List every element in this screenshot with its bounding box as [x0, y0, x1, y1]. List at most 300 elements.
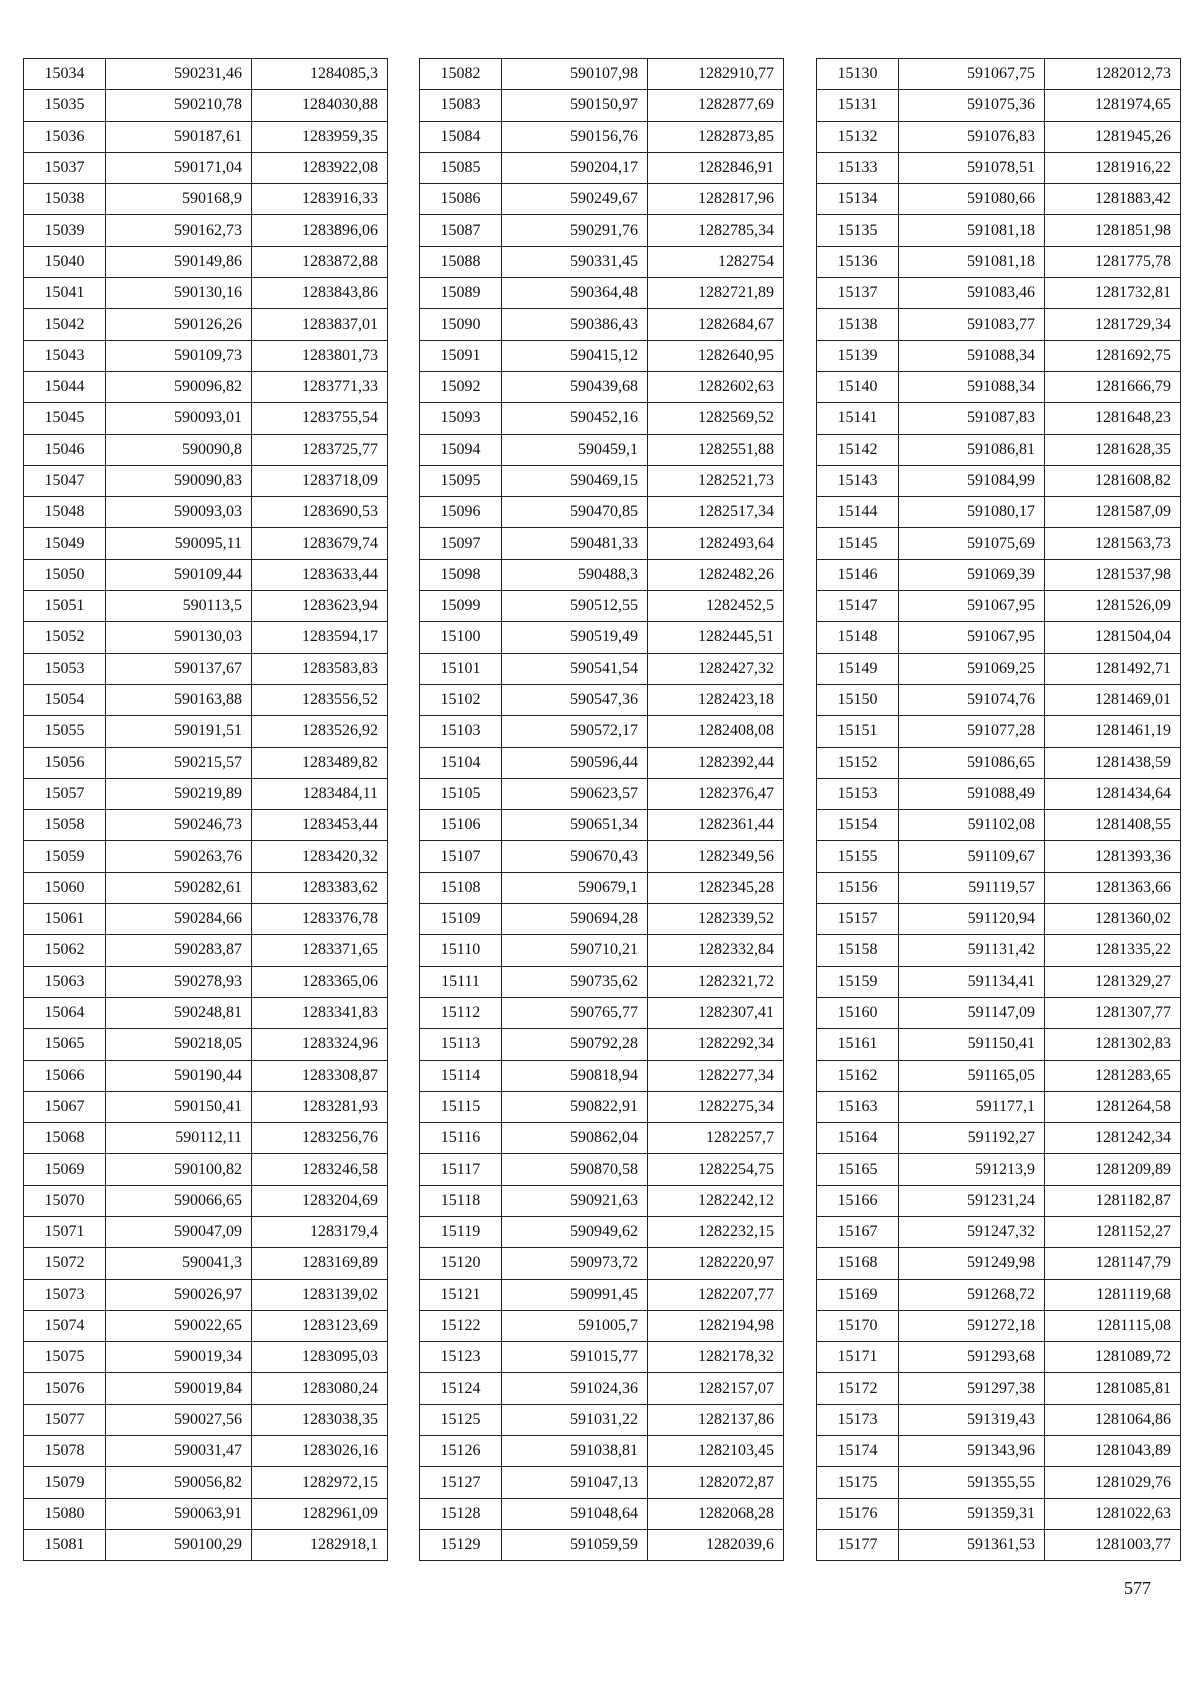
- y-coordinate-cell: 1281587,09: [1045, 497, 1181, 528]
- point-number-cell: 15169: [817, 1279, 899, 1310]
- y-coordinate-cell: 1282349,56: [648, 841, 784, 872]
- y-coordinate-cell: 1282361,44: [648, 810, 784, 841]
- table-row: [420, 434, 784, 465]
- point-number-cell: 15043: [24, 340, 106, 371]
- point-number-cell: 15034: [24, 59, 106, 90]
- y-coordinate-cell: 1283026,16: [252, 1436, 388, 1467]
- x-coordinate-cell: 590249,67: [502, 184, 648, 215]
- y-coordinate-cell: 1283324,96: [252, 1029, 388, 1060]
- point-number-cell: 15166: [817, 1185, 899, 1216]
- y-coordinate-cell: 1281775,78: [1045, 246, 1181, 277]
- table-row: [24, 246, 388, 277]
- y-coordinate-cell: 1282521,73: [648, 465, 784, 496]
- point-number-cell: 15164: [817, 1123, 899, 1154]
- point-number-cell: 15136: [817, 246, 899, 277]
- y-coordinate-cell: 1282877,69: [648, 90, 784, 121]
- table-row: [420, 371, 784, 402]
- table-row: [420, 1216, 784, 1247]
- point-number-cell: 15177: [817, 1529, 899, 1560]
- x-coordinate-cell: 590041,3: [106, 1248, 252, 1279]
- x-coordinate-cell: 590870,58: [502, 1154, 648, 1185]
- point-number-cell: 15068: [24, 1123, 106, 1154]
- y-coordinate-cell: 1282254,75: [648, 1154, 784, 1185]
- point-number-cell: 15044: [24, 371, 106, 402]
- x-coordinate-cell: 590109,44: [106, 559, 252, 590]
- table-row: [420, 497, 784, 528]
- table-row: [24, 403, 388, 434]
- point-number-cell: 15091: [420, 340, 502, 371]
- y-coordinate-cell: 1282551,88: [648, 434, 784, 465]
- table-row: [817, 778, 1181, 809]
- x-coordinate-cell: 590818,94: [502, 1060, 648, 1091]
- point-number-cell: 15056: [24, 747, 106, 778]
- y-coordinate-cell: 1281064,86: [1045, 1404, 1181, 1435]
- y-coordinate-cell: 1283583,83: [252, 653, 388, 684]
- y-coordinate-cell: 1281242,34: [1045, 1123, 1181, 1154]
- table-row: [24, 997, 388, 1028]
- point-number-cell: 15135: [817, 215, 899, 246]
- x-coordinate-cell: 590284,66: [106, 904, 252, 935]
- y-coordinate-cell: 1282321,72: [648, 966, 784, 997]
- y-coordinate-cell: 1283420,32: [252, 841, 388, 872]
- x-coordinate-cell: 590066,65: [106, 1185, 252, 1216]
- y-coordinate-cell: 1283308,87: [252, 1060, 388, 1091]
- point-number-cell: 15130: [817, 59, 899, 90]
- y-coordinate-cell: 1281537,98: [1045, 559, 1181, 590]
- y-coordinate-cell: 1281526,09: [1045, 591, 1181, 622]
- point-number-cell: 15039: [24, 215, 106, 246]
- y-coordinate-cell: 1282103,45: [648, 1436, 784, 1467]
- table-row: [420, 215, 784, 246]
- x-coordinate-cell: 590572,17: [502, 716, 648, 747]
- y-coordinate-cell: 1282232,15: [648, 1216, 784, 1247]
- point-number-cell: 15141: [817, 403, 899, 434]
- y-coordinate-cell: 1281469,01: [1045, 684, 1181, 715]
- y-coordinate-cell: 1281648,23: [1045, 403, 1181, 434]
- point-number-cell: 15143: [817, 465, 899, 496]
- x-coordinate-cell: 591192,27: [899, 1123, 1045, 1154]
- x-coordinate-cell: 590541,54: [502, 653, 648, 684]
- point-number-cell: 15168: [817, 1248, 899, 1279]
- table-row: [420, 997, 784, 1028]
- y-coordinate-cell: 1281329,27: [1045, 966, 1181, 997]
- x-coordinate-cell: 591319,43: [899, 1404, 1045, 1435]
- table-row: [817, 591, 1181, 622]
- point-number-cell: 15059: [24, 841, 106, 872]
- x-coordinate-cell: 591083,46: [899, 278, 1045, 309]
- y-coordinate-cell: 1281692,75: [1045, 340, 1181, 371]
- y-coordinate-cell: 1282332,84: [648, 935, 784, 966]
- point-number-cell: 15157: [817, 904, 899, 935]
- y-coordinate-cell: 1281461,19: [1045, 716, 1181, 747]
- point-number-cell: 15163: [817, 1091, 899, 1122]
- table-row: [420, 121, 784, 152]
- point-number-cell: 15064: [24, 997, 106, 1028]
- table-row: [24, 1529, 388, 1560]
- point-number-cell: 15161: [817, 1029, 899, 1060]
- x-coordinate-cell: 591088,34: [899, 340, 1045, 371]
- point-number-cell: 15156: [817, 872, 899, 903]
- x-coordinate-cell: 590973,72: [502, 1248, 648, 1279]
- y-coordinate-cell: 1281085,81: [1045, 1373, 1181, 1404]
- y-coordinate-cell: 1283123,69: [252, 1310, 388, 1341]
- point-number-cell: 15048: [24, 497, 106, 528]
- x-coordinate-cell: 590278,93: [106, 966, 252, 997]
- x-coordinate-cell: 591077,28: [899, 716, 1045, 747]
- point-number-cell: 15170: [817, 1310, 899, 1341]
- x-coordinate-cell: 590150,97: [502, 90, 648, 121]
- table-row: [420, 152, 784, 183]
- y-coordinate-cell: 1282257,7: [648, 1123, 784, 1154]
- table-row: [24, 810, 388, 841]
- table-row: [24, 90, 388, 121]
- table-row: [24, 152, 388, 183]
- x-coordinate-cell: 591268,72: [899, 1279, 1045, 1310]
- point-number-cell: 15116: [420, 1123, 502, 1154]
- y-coordinate-cell: 1281851,98: [1045, 215, 1181, 246]
- point-number-cell: 15075: [24, 1342, 106, 1373]
- x-coordinate-cell: 590112,11: [106, 1123, 252, 1154]
- point-number-cell: 15120: [420, 1248, 502, 1279]
- x-coordinate-cell: 590670,43: [502, 841, 648, 872]
- point-number-cell: 15070: [24, 1185, 106, 1216]
- x-coordinate-cell: 591086,81: [899, 434, 1045, 465]
- y-coordinate-cell: 1281152,27: [1045, 1216, 1181, 1247]
- x-coordinate-cell: 590190,44: [106, 1060, 252, 1091]
- point-number-cell: 15038: [24, 184, 106, 215]
- table-row: [817, 1185, 1181, 1216]
- table-row: [420, 1123, 784, 1154]
- point-number-cell: 15036: [24, 121, 106, 152]
- x-coordinate-cell: 591165,05: [899, 1060, 1045, 1091]
- y-coordinate-cell: 1282846,91: [648, 152, 784, 183]
- x-coordinate-cell: 590019,84: [106, 1373, 252, 1404]
- x-coordinate-cell: 591150,41: [899, 1029, 1045, 1060]
- table-row: [420, 1529, 784, 1560]
- point-number-cell: 15129: [420, 1529, 502, 1560]
- x-coordinate-cell: 591293,68: [899, 1342, 1045, 1373]
- table-row: [24, 1029, 388, 1060]
- x-coordinate-cell: 590162,73: [106, 215, 252, 246]
- y-coordinate-cell: 1281003,77: [1045, 1529, 1181, 1560]
- y-coordinate-cell: 1281029,76: [1045, 1467, 1181, 1498]
- y-coordinate-cell: 1282684,67: [648, 309, 784, 340]
- y-coordinate-cell: 1283453,44: [252, 810, 388, 841]
- x-coordinate-cell: 591067,95: [899, 622, 1045, 653]
- y-coordinate-cell: 1283755,54: [252, 403, 388, 434]
- x-coordinate-cell: 590765,77: [502, 997, 648, 1028]
- x-coordinate-cell: 591147,09: [899, 997, 1045, 1028]
- table-row: [817, 1310, 1181, 1341]
- y-coordinate-cell: 1284030,88: [252, 90, 388, 121]
- y-coordinate-cell: 1281628,35: [1045, 434, 1181, 465]
- y-coordinate-cell: 1281883,42: [1045, 184, 1181, 215]
- y-coordinate-cell: 1283922,08: [252, 152, 388, 183]
- point-number-cell: 15153: [817, 778, 899, 809]
- y-coordinate-cell: 1283383,62: [252, 872, 388, 903]
- x-coordinate-cell: 591131,42: [899, 935, 1045, 966]
- table-row: [420, 1467, 784, 1498]
- point-number-cell: 15052: [24, 622, 106, 653]
- point-number-cell: 15078: [24, 1436, 106, 1467]
- x-coordinate-cell: 590452,16: [502, 403, 648, 434]
- point-number-cell: 15102: [420, 684, 502, 715]
- x-coordinate-cell: 591343,96: [899, 1436, 1045, 1467]
- y-coordinate-cell: 1283139,02: [252, 1279, 388, 1310]
- y-coordinate-cell: 1282292,34: [648, 1029, 784, 1060]
- x-coordinate-cell: 590263,76: [106, 841, 252, 872]
- table-row: [420, 684, 784, 715]
- point-number-cell: 15151: [817, 716, 899, 747]
- table-row: [24, 184, 388, 215]
- x-coordinate-cell: 590171,04: [106, 152, 252, 183]
- point-number-cell: 15045: [24, 403, 106, 434]
- y-coordinate-cell: 1281209,89: [1045, 1154, 1181, 1185]
- y-coordinate-cell: 1282602,63: [648, 371, 784, 402]
- table-row: [817, 59, 1181, 90]
- y-coordinate-cell: 1281363,66: [1045, 872, 1181, 903]
- point-number-cell: 15042: [24, 309, 106, 340]
- table-row: [817, 1498, 1181, 1529]
- point-number-cell: 15126: [420, 1436, 502, 1467]
- table-row: [817, 1154, 1181, 1185]
- y-coordinate-cell: 1281408,55: [1045, 810, 1181, 841]
- x-coordinate-cell: 590481,33: [502, 528, 648, 559]
- table-row: [817, 684, 1181, 715]
- table-row: [24, 1342, 388, 1373]
- point-number-cell: 15175: [817, 1467, 899, 1498]
- table-row: [24, 904, 388, 935]
- y-coordinate-cell: 1282423,18: [648, 684, 784, 715]
- point-number-cell: 15165: [817, 1154, 899, 1185]
- point-number-cell: 15144: [817, 497, 899, 528]
- point-number-cell: 15061: [24, 904, 106, 935]
- table-row: [817, 465, 1181, 496]
- table-row: [817, 121, 1181, 152]
- table-row: [817, 622, 1181, 653]
- x-coordinate-cell: 591069,25: [899, 653, 1045, 684]
- x-coordinate-cell: 590386,43: [502, 309, 648, 340]
- x-coordinate-cell: 590694,28: [502, 904, 648, 935]
- y-coordinate-cell: 1283179,4: [252, 1216, 388, 1247]
- page-number: 577: [1124, 1578, 1151, 1598]
- x-coordinate-cell: 591109,67: [899, 841, 1045, 872]
- table-row: [24, 278, 388, 309]
- point-number-cell: 15086: [420, 184, 502, 215]
- point-number-cell: 15122: [420, 1310, 502, 1341]
- table-row: [817, 371, 1181, 402]
- x-coordinate-cell: 590519,49: [502, 622, 648, 653]
- point-number-cell: 15092: [420, 371, 502, 402]
- y-coordinate-cell: 1281608,82: [1045, 465, 1181, 496]
- table-row: [420, 1154, 784, 1185]
- table-row: [817, 497, 1181, 528]
- x-coordinate-cell: 590096,82: [106, 371, 252, 402]
- coordinate-table-3: [816, 58, 1181, 1561]
- table-row: [24, 622, 388, 653]
- x-coordinate-cell: 590100,29: [106, 1529, 252, 1560]
- table-row: [24, 653, 388, 684]
- x-coordinate-cell: 590282,61: [106, 872, 252, 903]
- y-coordinate-cell: 1283169,89: [252, 1248, 388, 1279]
- y-coordinate-cell: 1283095,03: [252, 1342, 388, 1373]
- x-coordinate-cell: 590204,17: [502, 152, 648, 183]
- table-row: [24, 1123, 388, 1154]
- table-row: [817, 966, 1181, 997]
- table-row: [24, 340, 388, 371]
- y-coordinate-cell: 1282376,47: [648, 778, 784, 809]
- y-coordinate-cell: 1282452,5: [648, 591, 784, 622]
- table-row: [24, 1498, 388, 1529]
- table-row: [24, 59, 388, 90]
- table-row: [817, 152, 1181, 183]
- table-row: [24, 309, 388, 340]
- x-coordinate-cell: 590949,62: [502, 1216, 648, 1247]
- point-number-cell: 15097: [420, 528, 502, 559]
- table-row: [817, 935, 1181, 966]
- table-row: [420, 1029, 784, 1060]
- table-row: [24, 966, 388, 997]
- x-coordinate-cell: 591074,76: [899, 684, 1045, 715]
- x-coordinate-cell: 590862,04: [502, 1123, 648, 1154]
- table-row: [817, 653, 1181, 684]
- table-row: [420, 1498, 784, 1529]
- point-number-cell: 15119: [420, 1216, 502, 1247]
- point-number-cell: 15058: [24, 810, 106, 841]
- table-row: [24, 1216, 388, 1247]
- point-number-cell: 15071: [24, 1216, 106, 1247]
- table-row: [24, 559, 388, 590]
- point-number-cell: 15104: [420, 747, 502, 778]
- y-coordinate-cell: 1282178,32: [648, 1342, 784, 1373]
- y-coordinate-cell: 1281115,08: [1045, 1310, 1181, 1341]
- x-coordinate-cell: 591119,57: [899, 872, 1045, 903]
- table-row: [817, 278, 1181, 309]
- point-number-cell: 15046: [24, 434, 106, 465]
- point-number-cell: 15176: [817, 1498, 899, 1529]
- x-coordinate-cell: 590364,48: [502, 278, 648, 309]
- x-coordinate-cell: 590156,76: [502, 121, 648, 152]
- point-number-cell: 15150: [817, 684, 899, 715]
- x-coordinate-cell: 590470,85: [502, 497, 648, 528]
- point-number-cell: 15082: [420, 59, 502, 90]
- point-number-cell: 15057: [24, 778, 106, 809]
- point-number-cell: 15060: [24, 872, 106, 903]
- table-row: [817, 1029, 1181, 1060]
- x-coordinate-cell: 590187,61: [106, 121, 252, 152]
- table-row: [24, 841, 388, 872]
- table-row: [817, 904, 1181, 935]
- x-coordinate-cell: 590100,82: [106, 1154, 252, 1185]
- x-coordinate-cell: 591087,83: [899, 403, 1045, 434]
- point-number-cell: 15073: [24, 1279, 106, 1310]
- table-row: [24, 434, 388, 465]
- point-number-cell: 15107: [420, 841, 502, 872]
- x-coordinate-cell: 591355,55: [899, 1467, 1045, 1498]
- x-coordinate-cell: 590439,68: [502, 371, 648, 402]
- y-coordinate-cell: 1282039,6: [648, 1529, 784, 1560]
- x-coordinate-cell: 591075,69: [899, 528, 1045, 559]
- point-number-cell: 15101: [420, 653, 502, 684]
- table-row: [24, 1185, 388, 1216]
- table-row: [24, 497, 388, 528]
- y-coordinate-cell: 1282194,98: [648, 1310, 784, 1341]
- table-row: [420, 528, 784, 559]
- x-coordinate-cell: 591083,77: [899, 309, 1045, 340]
- point-number-cell: 15112: [420, 997, 502, 1028]
- point-number-cell: 15171: [817, 1342, 899, 1373]
- table-row: [24, 1060, 388, 1091]
- x-coordinate-cell: 590210,78: [106, 90, 252, 121]
- point-number-cell: 15105: [420, 778, 502, 809]
- table-row: [817, 528, 1181, 559]
- y-coordinate-cell: 1281729,34: [1045, 309, 1181, 340]
- x-coordinate-cell: 591086,65: [899, 747, 1045, 778]
- point-number-cell: 15069: [24, 1154, 106, 1185]
- point-number-cell: 15160: [817, 997, 899, 1028]
- table-row: [24, 215, 388, 246]
- x-coordinate-cell: 590056,82: [106, 1467, 252, 1498]
- x-coordinate-cell: 591084,99: [899, 465, 1045, 496]
- y-coordinate-cell: 1282640,95: [648, 340, 784, 371]
- point-number-cell: 15072: [24, 1248, 106, 1279]
- y-coordinate-cell: 1282910,77: [648, 59, 784, 90]
- point-number-cell: 15173: [817, 1404, 899, 1435]
- y-coordinate-cell: 1282242,12: [648, 1185, 784, 1216]
- table-row: [420, 1091, 784, 1122]
- table-row: [817, 90, 1181, 121]
- table-row: [24, 1091, 388, 1122]
- table-row: [817, 1216, 1181, 1247]
- point-number-cell: 15146: [817, 559, 899, 590]
- x-coordinate-cell: 591247,32: [899, 1216, 1045, 1247]
- x-coordinate-cell: 590596,44: [502, 747, 648, 778]
- point-number-cell: 15096: [420, 497, 502, 528]
- x-coordinate-cell: 590019,34: [106, 1342, 252, 1373]
- point-number-cell: 15035: [24, 90, 106, 121]
- table-row: [817, 1248, 1181, 1279]
- table-row: [420, 622, 784, 653]
- table-row: [817, 403, 1181, 434]
- table-row: [24, 1279, 388, 1310]
- point-number-cell: 15138: [817, 309, 899, 340]
- table-row: [420, 184, 784, 215]
- table-row: [420, 653, 784, 684]
- x-coordinate-cell: 591359,31: [899, 1498, 1045, 1529]
- table-row: [817, 1060, 1181, 1091]
- y-coordinate-cell: 1281302,83: [1045, 1029, 1181, 1060]
- point-number-cell: 15145: [817, 528, 899, 559]
- point-number-cell: 15147: [817, 591, 899, 622]
- x-coordinate-cell: 591088,34: [899, 371, 1045, 402]
- y-coordinate-cell: 1283843,86: [252, 278, 388, 309]
- point-number-cell: 15067: [24, 1091, 106, 1122]
- point-number-cell: 15076: [24, 1373, 106, 1404]
- x-coordinate-cell: 590130,03: [106, 622, 252, 653]
- point-number-cell: 15111: [420, 966, 502, 997]
- point-number-cell: 15093: [420, 403, 502, 434]
- point-number-cell: 15149: [817, 653, 899, 684]
- y-coordinate-cell: 1282427,32: [648, 653, 784, 684]
- point-number-cell: 15094: [420, 434, 502, 465]
- y-coordinate-cell: 1283281,93: [252, 1091, 388, 1122]
- x-coordinate-cell: 590623,57: [502, 778, 648, 809]
- y-coordinate-cell: 1284085,3: [252, 59, 388, 90]
- point-number-cell: 15065: [24, 1029, 106, 1060]
- point-number-cell: 15162: [817, 1060, 899, 1091]
- x-coordinate-cell: 590149,86: [106, 246, 252, 277]
- y-coordinate-cell: 1282207,77: [648, 1279, 784, 1310]
